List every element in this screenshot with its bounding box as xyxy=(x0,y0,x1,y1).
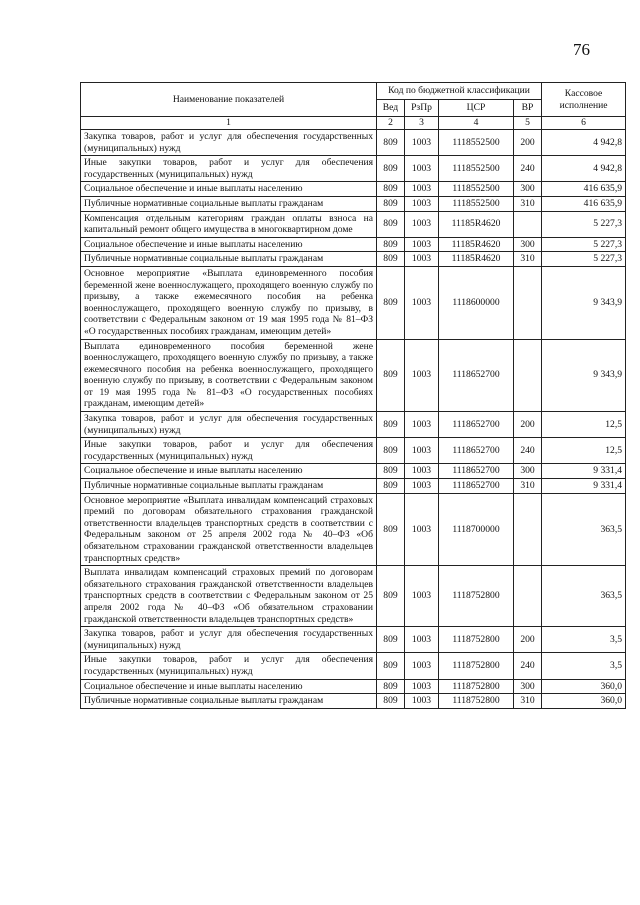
table-row xyxy=(81,679,626,694)
table-row xyxy=(81,266,626,339)
cell-amount: 3,5 xyxy=(542,653,626,679)
cell-ved: 809 xyxy=(377,493,405,566)
cell-ved: 809 xyxy=(377,464,405,479)
cell-csr: 1118552500 xyxy=(439,130,514,156)
cell-amount: 9 331,4 xyxy=(542,479,626,494)
table-row xyxy=(81,493,626,566)
cell-name: Публичные нормативные социальные выплаты гражданам xyxy=(81,252,377,267)
cell-vr: 310 xyxy=(514,479,542,494)
budget-execution-table xyxy=(80,82,626,709)
cell-rzpr: 1003 xyxy=(405,493,439,566)
cell-ved: 809 xyxy=(377,412,405,438)
cell-amount: 363,5 xyxy=(542,493,626,566)
cell-ved: 809 xyxy=(377,266,405,339)
cell-amount: 416 635,9 xyxy=(542,182,626,197)
cell-vr: 300 xyxy=(514,464,542,479)
cell-csr: 1118752800 xyxy=(439,653,514,679)
cell-rzpr: 1003 xyxy=(405,211,439,237)
table-row xyxy=(81,412,626,438)
table-row xyxy=(81,694,626,709)
cell-ved: 809 xyxy=(377,339,405,412)
column-numbers-row xyxy=(81,117,626,130)
cell-rzpr: 1003 xyxy=(405,130,439,156)
cell-csr: 1118652700 xyxy=(439,464,514,479)
table-row xyxy=(81,339,626,412)
cell-amount: 9 331,4 xyxy=(542,464,626,479)
cell-name: Публичные нормативные социальные выплаты гражданам xyxy=(81,479,377,494)
table-row xyxy=(81,566,626,627)
cell-vr xyxy=(514,211,542,237)
cell-ved: 809 xyxy=(377,130,405,156)
cell-amount: 363,5 xyxy=(542,566,626,627)
cell-name: Компенсация отдельным категориям граждан оплаты взноса на капитальный ремонт общего имущества в многоквартирном доме xyxy=(81,211,377,237)
cell-ved: 809 xyxy=(377,679,405,694)
header-vr: ВР xyxy=(514,100,542,117)
cell-ved: 809 xyxy=(377,627,405,653)
cell-rzpr: 1003 xyxy=(405,566,439,627)
cell-rzpr: 1003 xyxy=(405,464,439,479)
cell-amount: 5 227,3 xyxy=(542,211,626,237)
cell-csr: 1118652700 xyxy=(439,479,514,494)
header-code-group: Код по бюджетной классификации xyxy=(377,83,542,100)
cell-csr: 11185R4620 xyxy=(439,211,514,237)
cell-rzpr: 1003 xyxy=(405,438,439,464)
cell-ved: 809 xyxy=(377,479,405,494)
table-row xyxy=(81,653,626,679)
cell-amount: 5 227,3 xyxy=(542,237,626,252)
cell-vr: 300 xyxy=(514,679,542,694)
cell-csr: 11185R4620 xyxy=(439,237,514,252)
cell-csr: 11185R4620 xyxy=(439,252,514,267)
cell-rzpr: 1003 xyxy=(405,627,439,653)
cell-amount: 5 227,3 xyxy=(542,252,626,267)
table-row xyxy=(81,196,626,211)
cell-ved: 809 xyxy=(377,237,405,252)
cell-vr: 240 xyxy=(514,156,542,182)
cell-name: Социальное обеспечение и иные выплаты населению xyxy=(81,464,377,479)
cell-amount: 416 635,9 xyxy=(542,196,626,211)
cell-vr: 310 xyxy=(514,252,542,267)
header-rzpr: РзПр xyxy=(405,100,439,117)
table-row xyxy=(81,182,626,197)
cell-csr: 1118752800 xyxy=(439,627,514,653)
header-csr: ЦСР xyxy=(439,100,514,117)
cell-name: Основное мероприятие «Выплата единовременного пособия беременной жене военнослужащего, проходящего военную службу по призыву, а также ежемесячного пособия на ребенка военнослужащего, проходящего военную службу по призыву, в соответствии с Федеральным законом от 19 мая 1995 года № 81–ФЗ «О государственных пособиях гражданам, имеющим детей» xyxy=(81,266,377,339)
cell-vr xyxy=(514,339,542,412)
cell-name: Социальное обеспечение и иные выплаты населению xyxy=(81,679,377,694)
cell-rzpr: 1003 xyxy=(405,694,439,709)
cell-ved: 809 xyxy=(377,196,405,211)
cell-amount: 360,0 xyxy=(542,694,626,709)
cell-name: Иные закупки товаров, работ и услуг для обеспечения государственных (муниципальных) нужд xyxy=(81,156,377,182)
cell-rzpr: 1003 xyxy=(405,156,439,182)
cell-name: Выплата единовременного пособия беременной жене военнослужащего, проходящего военную службу по призыву, а также ежемесячного пособия на ребенка военнослужащего, проходящего военную службу по призыву, в соответствии с Федеральным законом от 19 мая 1995 года № 81–ФЗ «О государственных пособиях гражданам, имеющим детей» xyxy=(81,339,377,412)
cell-csr: 1118552500 xyxy=(439,156,514,182)
cell-rzpr: 1003 xyxy=(405,182,439,197)
cell-ved: 809 xyxy=(377,438,405,464)
cell-name: Иные закупки товаров, работ и услуг для обеспечения государственных (муниципальных) нужд xyxy=(81,653,377,679)
cell-csr: 1118652700 xyxy=(439,438,514,464)
cell-rzpr: 1003 xyxy=(405,252,439,267)
cell-vr: 200 xyxy=(514,412,542,438)
cell-rzpr: 1003 xyxy=(405,339,439,412)
table-row xyxy=(81,627,626,653)
cell-name: Публичные нормативные социальные выплаты гражданам xyxy=(81,196,377,211)
cell-ved: 809 xyxy=(377,566,405,627)
table-body xyxy=(81,130,626,709)
cell-csr: 1118552500 xyxy=(439,196,514,211)
cell-ved: 809 xyxy=(377,252,405,267)
cell-amount: 9 343,9 xyxy=(542,266,626,339)
cell-name: Закупка товаров, работ и услуг для обеспечения государственных (муниципальных) нужд xyxy=(81,130,377,156)
cell-amount: 360,0 xyxy=(542,679,626,694)
cell-csr: 1118600000 xyxy=(439,266,514,339)
cell-name: Выплата инвалидам компенсаций страховых премий по договорам обязательного страхования гражданской ответственности владельцев транспортных средств в соответствии с Федеральным законом от 25 апреля 2002 года № 40–ФЗ «Об обязательном страховании гражданской ответственности владельцев транспортных средств» xyxy=(81,566,377,627)
cell-ved: 809 xyxy=(377,156,405,182)
cell-vr xyxy=(514,566,542,627)
col-number: 3 xyxy=(405,117,439,130)
header-ved: Вед xyxy=(377,100,405,117)
page-number: 76 xyxy=(573,40,590,59)
cell-vr: 300 xyxy=(514,237,542,252)
cell-ved: 809 xyxy=(377,653,405,679)
cell-name: Иные закупки товаров, работ и услуг для обеспечения государственных (муниципальных) нужд xyxy=(81,438,377,464)
cell-rzpr: 1003 xyxy=(405,653,439,679)
cell-rzpr: 1003 xyxy=(405,266,439,339)
cell-amount: 4 942,8 xyxy=(542,156,626,182)
table-row xyxy=(81,464,626,479)
cell-name: Социальное обеспечение и иные выплаты населению xyxy=(81,237,377,252)
cell-amount: 3,5 xyxy=(542,627,626,653)
col-number: 6 xyxy=(542,117,626,130)
cell-rzpr: 1003 xyxy=(405,679,439,694)
header-name: Наименование показателей xyxy=(81,83,377,117)
cell-vr: 200 xyxy=(514,130,542,156)
cell-csr: 1118552500 xyxy=(439,182,514,197)
cell-amount: 4 942,8 xyxy=(542,130,626,156)
cell-vr: 240 xyxy=(514,438,542,464)
table-row xyxy=(81,479,626,494)
cell-name: Публичные нормативные социальные выплаты гражданам xyxy=(81,694,377,709)
cell-rzpr: 1003 xyxy=(405,412,439,438)
cell-csr: 1118652700 xyxy=(439,339,514,412)
cell-csr: 1118752800 xyxy=(439,694,514,709)
cell-vr: 200 xyxy=(514,627,542,653)
cell-amount: 12,5 xyxy=(542,438,626,464)
cell-csr: 1118752800 xyxy=(439,566,514,627)
cell-vr: 240 xyxy=(514,653,542,679)
table-row xyxy=(81,130,626,156)
cell-ved: 809 xyxy=(377,694,405,709)
col-number: 5 xyxy=(514,117,542,130)
cell-name: Социальное обеспечение и иные выплаты населению xyxy=(81,182,377,197)
cell-ved: 809 xyxy=(377,211,405,237)
table-row xyxy=(81,156,626,182)
col-number: 4 xyxy=(439,117,514,130)
cell-amount: 12,5 xyxy=(542,412,626,438)
table-row xyxy=(81,211,626,237)
cell-csr: 1118700000 xyxy=(439,493,514,566)
cell-name: Основное мероприятие «Выплата инвалидам компенсаций страховых премий по договорам обязательного страхования гражданской ответственности владельцев транспортных средств в соответствии с Федеральным законом от 25 апреля 2002 года № 40–ФЗ «Об обязательном страховании гражданской ответственности владельцев транспортных средств» xyxy=(81,493,377,566)
cell-vr xyxy=(514,493,542,566)
cell-vr: 310 xyxy=(514,694,542,709)
cell-vr xyxy=(514,266,542,339)
col-number: 2 xyxy=(377,117,405,130)
cell-name: Закупка товаров, работ и услуг для обеспечения государственных (муниципальных) нужд xyxy=(81,412,377,438)
cell-vr: 310 xyxy=(514,196,542,211)
cell-csr: 1118752800 xyxy=(439,679,514,694)
cell-rzpr: 1003 xyxy=(405,196,439,211)
table-row xyxy=(81,438,626,464)
table-row xyxy=(81,237,626,252)
cell-rzpr: 1003 xyxy=(405,237,439,252)
cell-name: Закупка товаров, работ и услуг для обеспечения государственных (муниципальных) нужд xyxy=(81,627,377,653)
cell-csr: 1118652700 xyxy=(439,412,514,438)
cell-vr: 300 xyxy=(514,182,542,197)
cell-rzpr: 1003 xyxy=(405,479,439,494)
cell-ved: 809 xyxy=(377,182,405,197)
col-number: 1 xyxy=(81,117,377,130)
table-row xyxy=(81,252,626,267)
header-amount: Кассовое исполнение xyxy=(542,83,626,117)
cell-amount: 9 343,9 xyxy=(542,339,626,412)
